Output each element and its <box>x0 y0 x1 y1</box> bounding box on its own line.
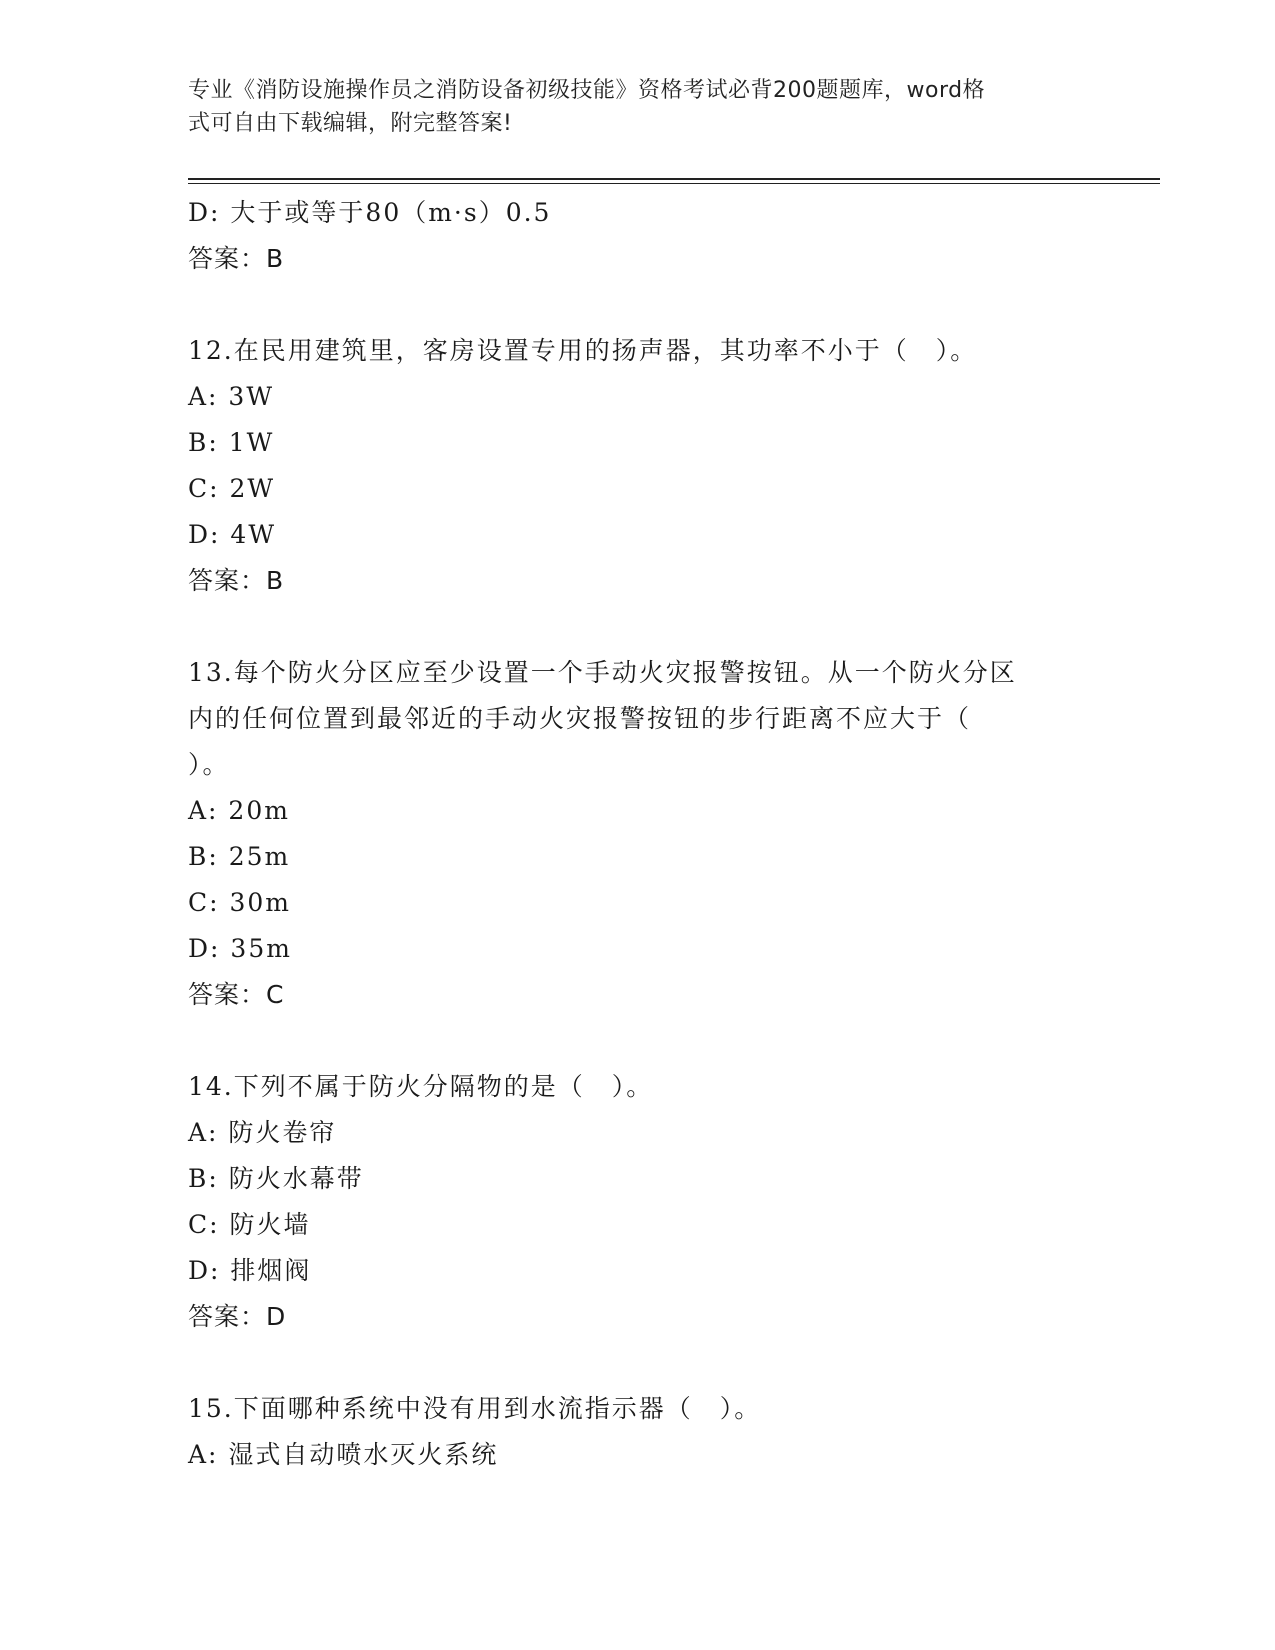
q15-stem: 15.下面哪种系统中没有用到水流指示器（ ）。 <box>188 1394 762 1423</box>
q14-stem: 14.下列不属于防火分隔物的是（ ）。 <box>188 1072 654 1101</box>
q13-option-a: A: 20m <box>188 796 290 825</box>
q14-option-d: D: 排烟阀 <box>188 1256 312 1285</box>
q14-option-b: B: 防火水幕带 <box>188 1164 364 1193</box>
q13-answer: 答案：C <box>188 980 285 1009</box>
q13-stem-line-1: 13.每个防火分区应至少设置一个手动火灾报警按钮。从一个防火分区 <box>188 658 1017 687</box>
document-header <box>188 74 1068 140</box>
q14-option-c: C: 防火墙 <box>188 1210 311 1239</box>
q13-stem-line-3: ）。 <box>188 750 230 779</box>
q12-answer: 答案：B <box>188 566 285 595</box>
header-line-1: 专业《消防设施操作员之消防设备初级技能》资格考试必背200题题库，word格 <box>188 78 986 103</box>
q14-answer: 答案：D <box>188 1302 287 1331</box>
q12-option-d: D: 4W <box>188 520 277 549</box>
spacer <box>188 604 1088 650</box>
q13-stem-line-2: 内的任何位置到最邻近的手动火灾报警按钮的步行距离不应大于（ <box>188 704 972 733</box>
q13-option-d: D: 35m <box>188 934 292 963</box>
question-list <box>188 190 1088 1478</box>
q13-option-b: B: 25m <box>188 842 291 871</box>
q13-option-c: C: 30m <box>188 888 292 917</box>
q15-option-a: A: 湿式自动喷水灭火系统 <box>188 1440 499 1469</box>
q11-option-d: D: 大于或等于80（m·s）0.5 <box>188 198 552 227</box>
spacer <box>188 1340 1088 1386</box>
spacer <box>188 282 1088 328</box>
spacer <box>188 1018 1088 1064</box>
header-line-2: 式可自由下载编辑，附完整答案! <box>188 111 513 136</box>
header-rule-thick <box>188 178 1160 180</box>
q14-option-a: A: 防火卷帘 <box>188 1118 337 1147</box>
q12-option-b: B: 1W <box>188 428 275 457</box>
q11-answer: 答案：B <box>188 244 285 273</box>
header-rule-thin <box>188 183 1160 184</box>
q12-option-a: A: 3W <box>188 382 275 411</box>
q12-stem: 12.在民用建筑里，客房设置专用的扬声器，其功率不小于（ ）。 <box>188 336 978 365</box>
q12-option-c: C: 2W <box>188 474 276 503</box>
